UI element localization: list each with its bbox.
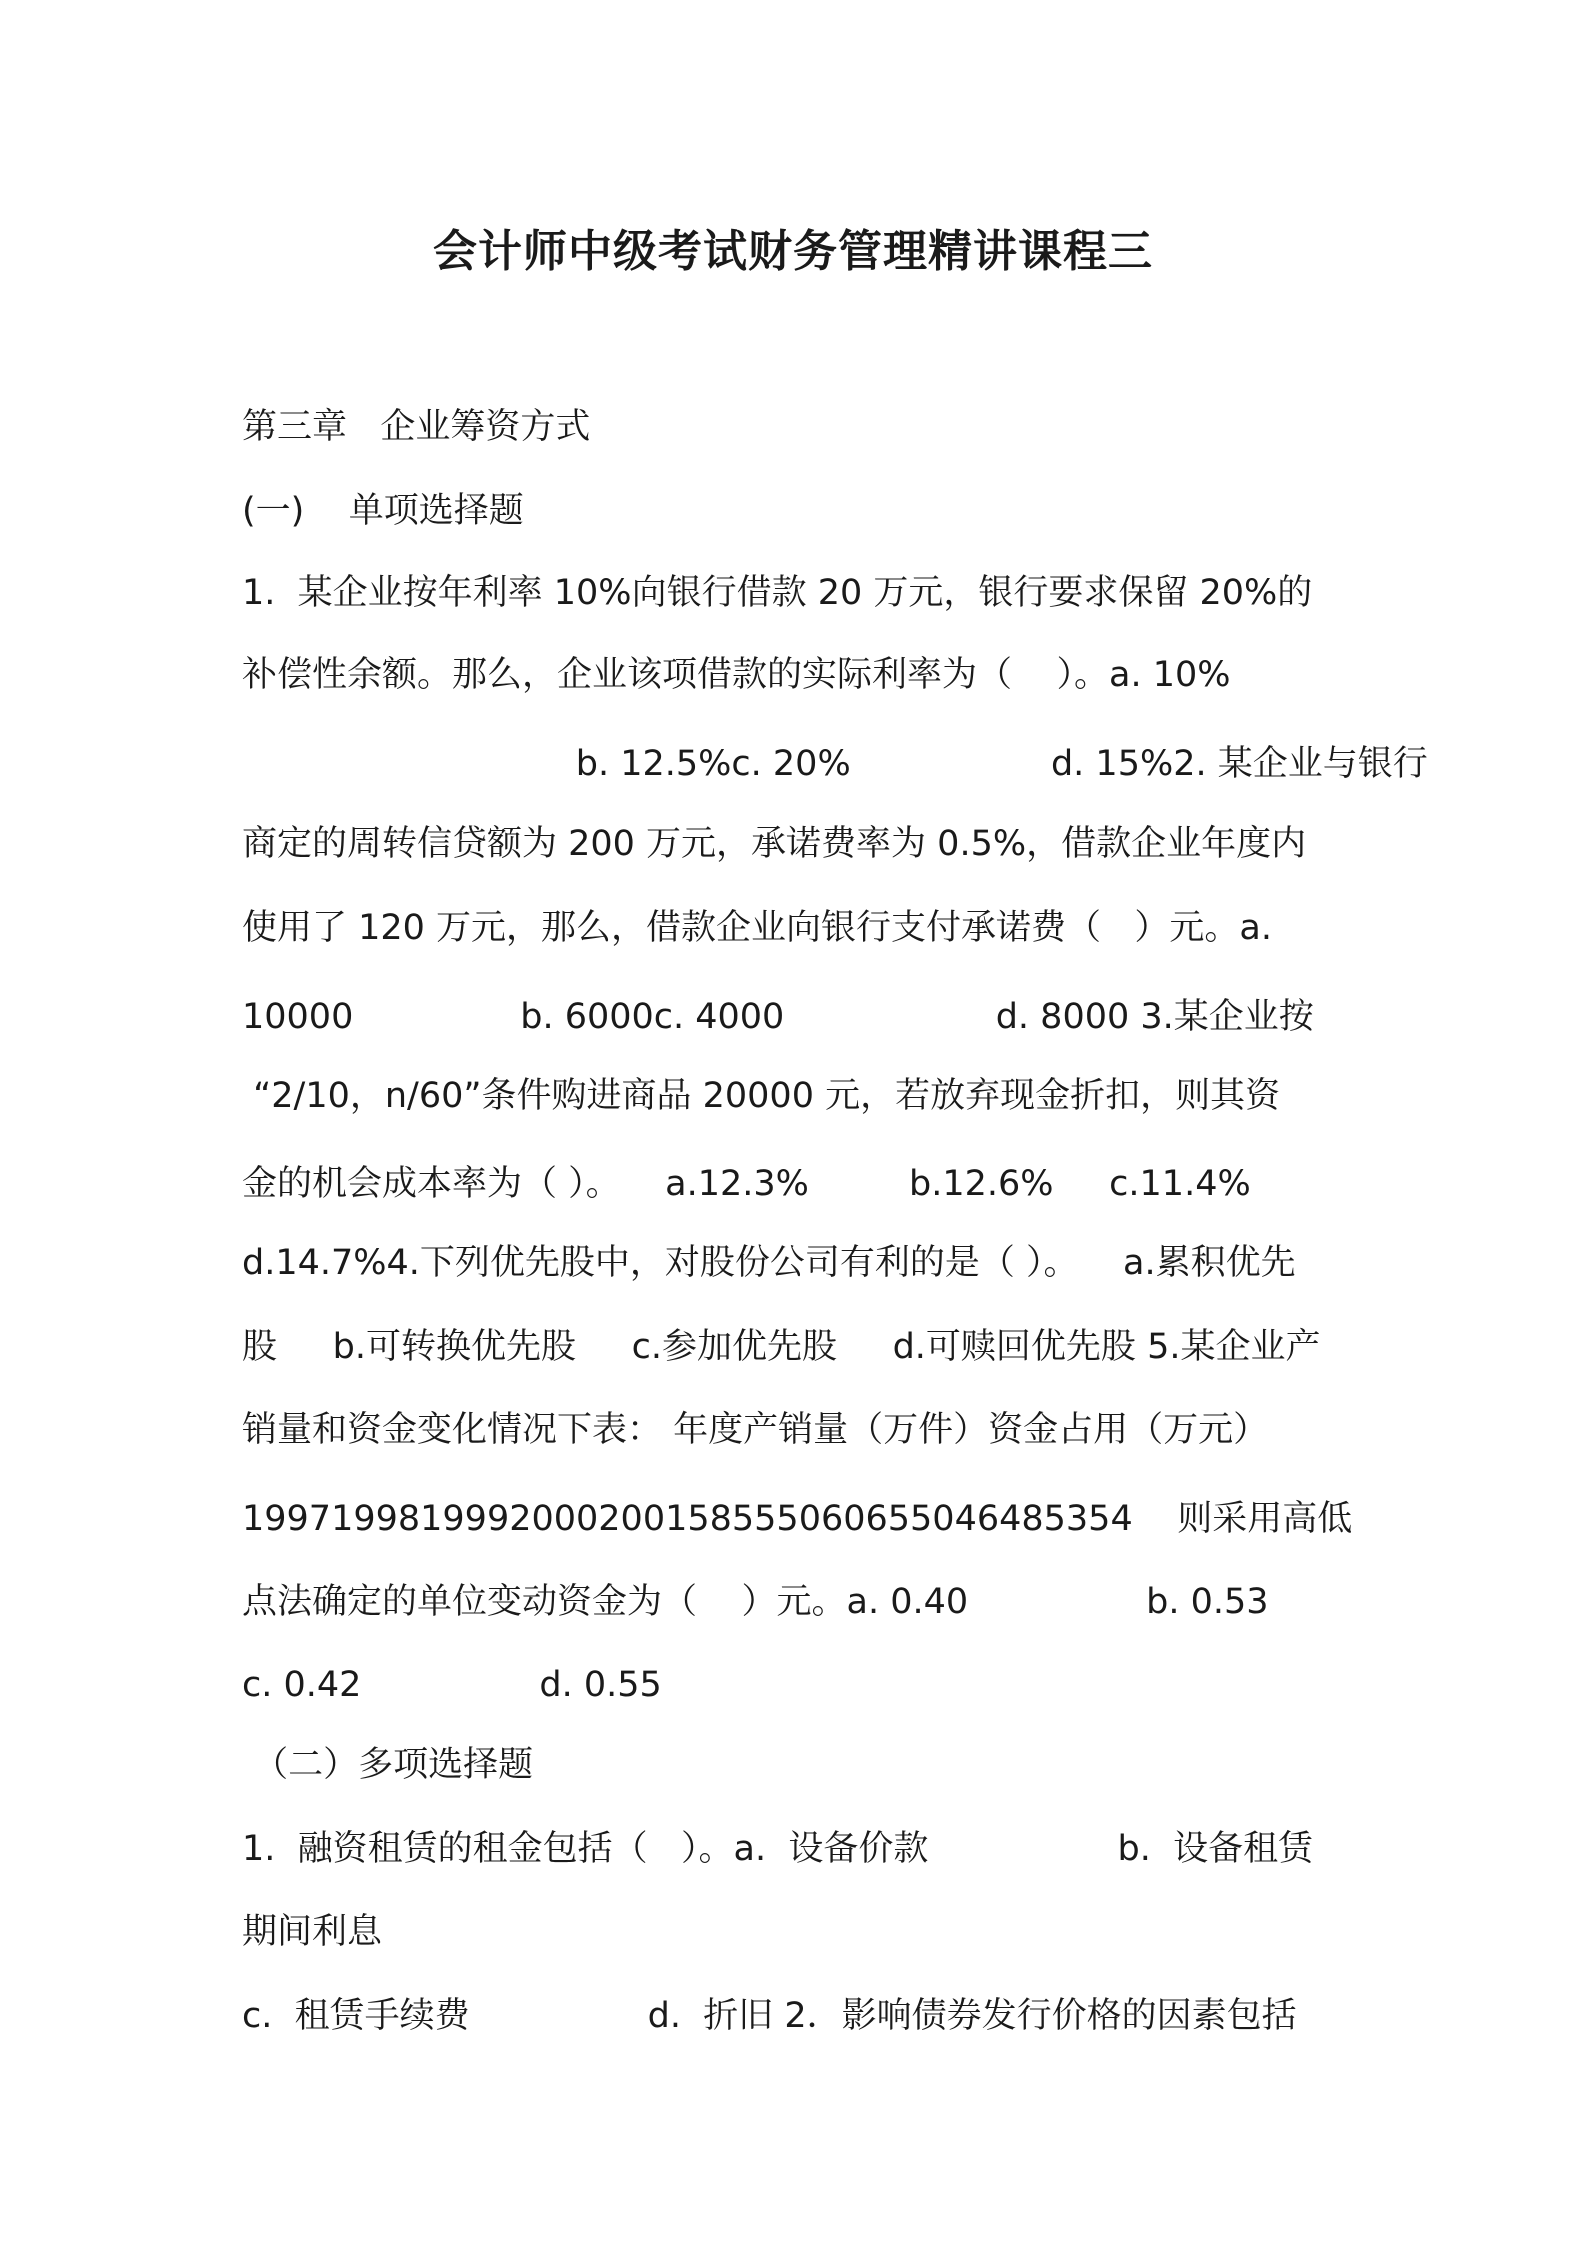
text-line: 股 b.可转换优先股 c.参加优先股 d.可赎回优先股 5.某企业产 [242, 1327, 1321, 1367]
text-line: 期间利息 [242, 1912, 383, 1952]
text-line: 补偿性余额。那么，企业该项借款的实际利率为（ ）。a. 10% [242, 655, 1231, 695]
text-line: c. 0.42 d. 0.55 [242, 1665, 662, 1705]
section-heading-single-choice: (一) 单项选择题 [242, 491, 524, 531]
text-line: 使用了 120 万元，那么，借款企业向银行支付承诺费（ ）元。a. [242, 908, 1273, 948]
text-line: 1. 融资租赁的租金包括（ ）。a. 设备价款 b. 设备租赁 [242, 1829, 1314, 1869]
text-line: 销量和资金变化情况下表： 年度产销量（万件）资金占用（万元） [242, 1410, 1269, 1450]
text-line: 10000 b. 6000c. 4000 d. 8000 3.某企业按 [242, 997, 1314, 1037]
text-line: “2/10，n/60”条件购进商品 20000 元，若放弃现金折扣，则其资 [242, 1076, 1281, 1116]
text-line: b. 12.5%c. 20% d. 15%2. 某企业与银行 [242, 744, 1428, 784]
chapter-heading: 第三章 企业筹资方式 [242, 407, 591, 447]
text-line: d.14.7%4.下列优先股中，对股份公司有利的是（ ）。 a.累积优先 [242, 1243, 1296, 1283]
text-line: c. 租赁手续费 d. 折旧 2．影响债券发行价格的因素包括 [242, 1996, 1297, 2036]
text-line: 点法确定的单位变动资金为（ ）元。a. 0.40 b. 0.53 [242, 1582, 1269, 1622]
text-line: 金的机会成本率为（ ）。 a.12.3% b.12.6% c.11.4% [242, 1164, 1251, 1204]
section-heading-multiple-choice: （二）多项选择题 [242, 1745, 534, 1785]
text-line: 19971998199920002001585550606550464853​54 则采用高低 [242, 1499, 1353, 1539]
text-line: 1. 某企业按年利率 10%向银行借款 20 万元，银行要求保留 20%的 [242, 573, 1313, 613]
text-line: 商定的周转信贷额为 200 万元，承诺费率为 0.5%，借款企业年度内 [242, 824, 1307, 864]
document-title: 会计师中级考试财务管理精讲课程三 [433, 226, 1153, 277]
